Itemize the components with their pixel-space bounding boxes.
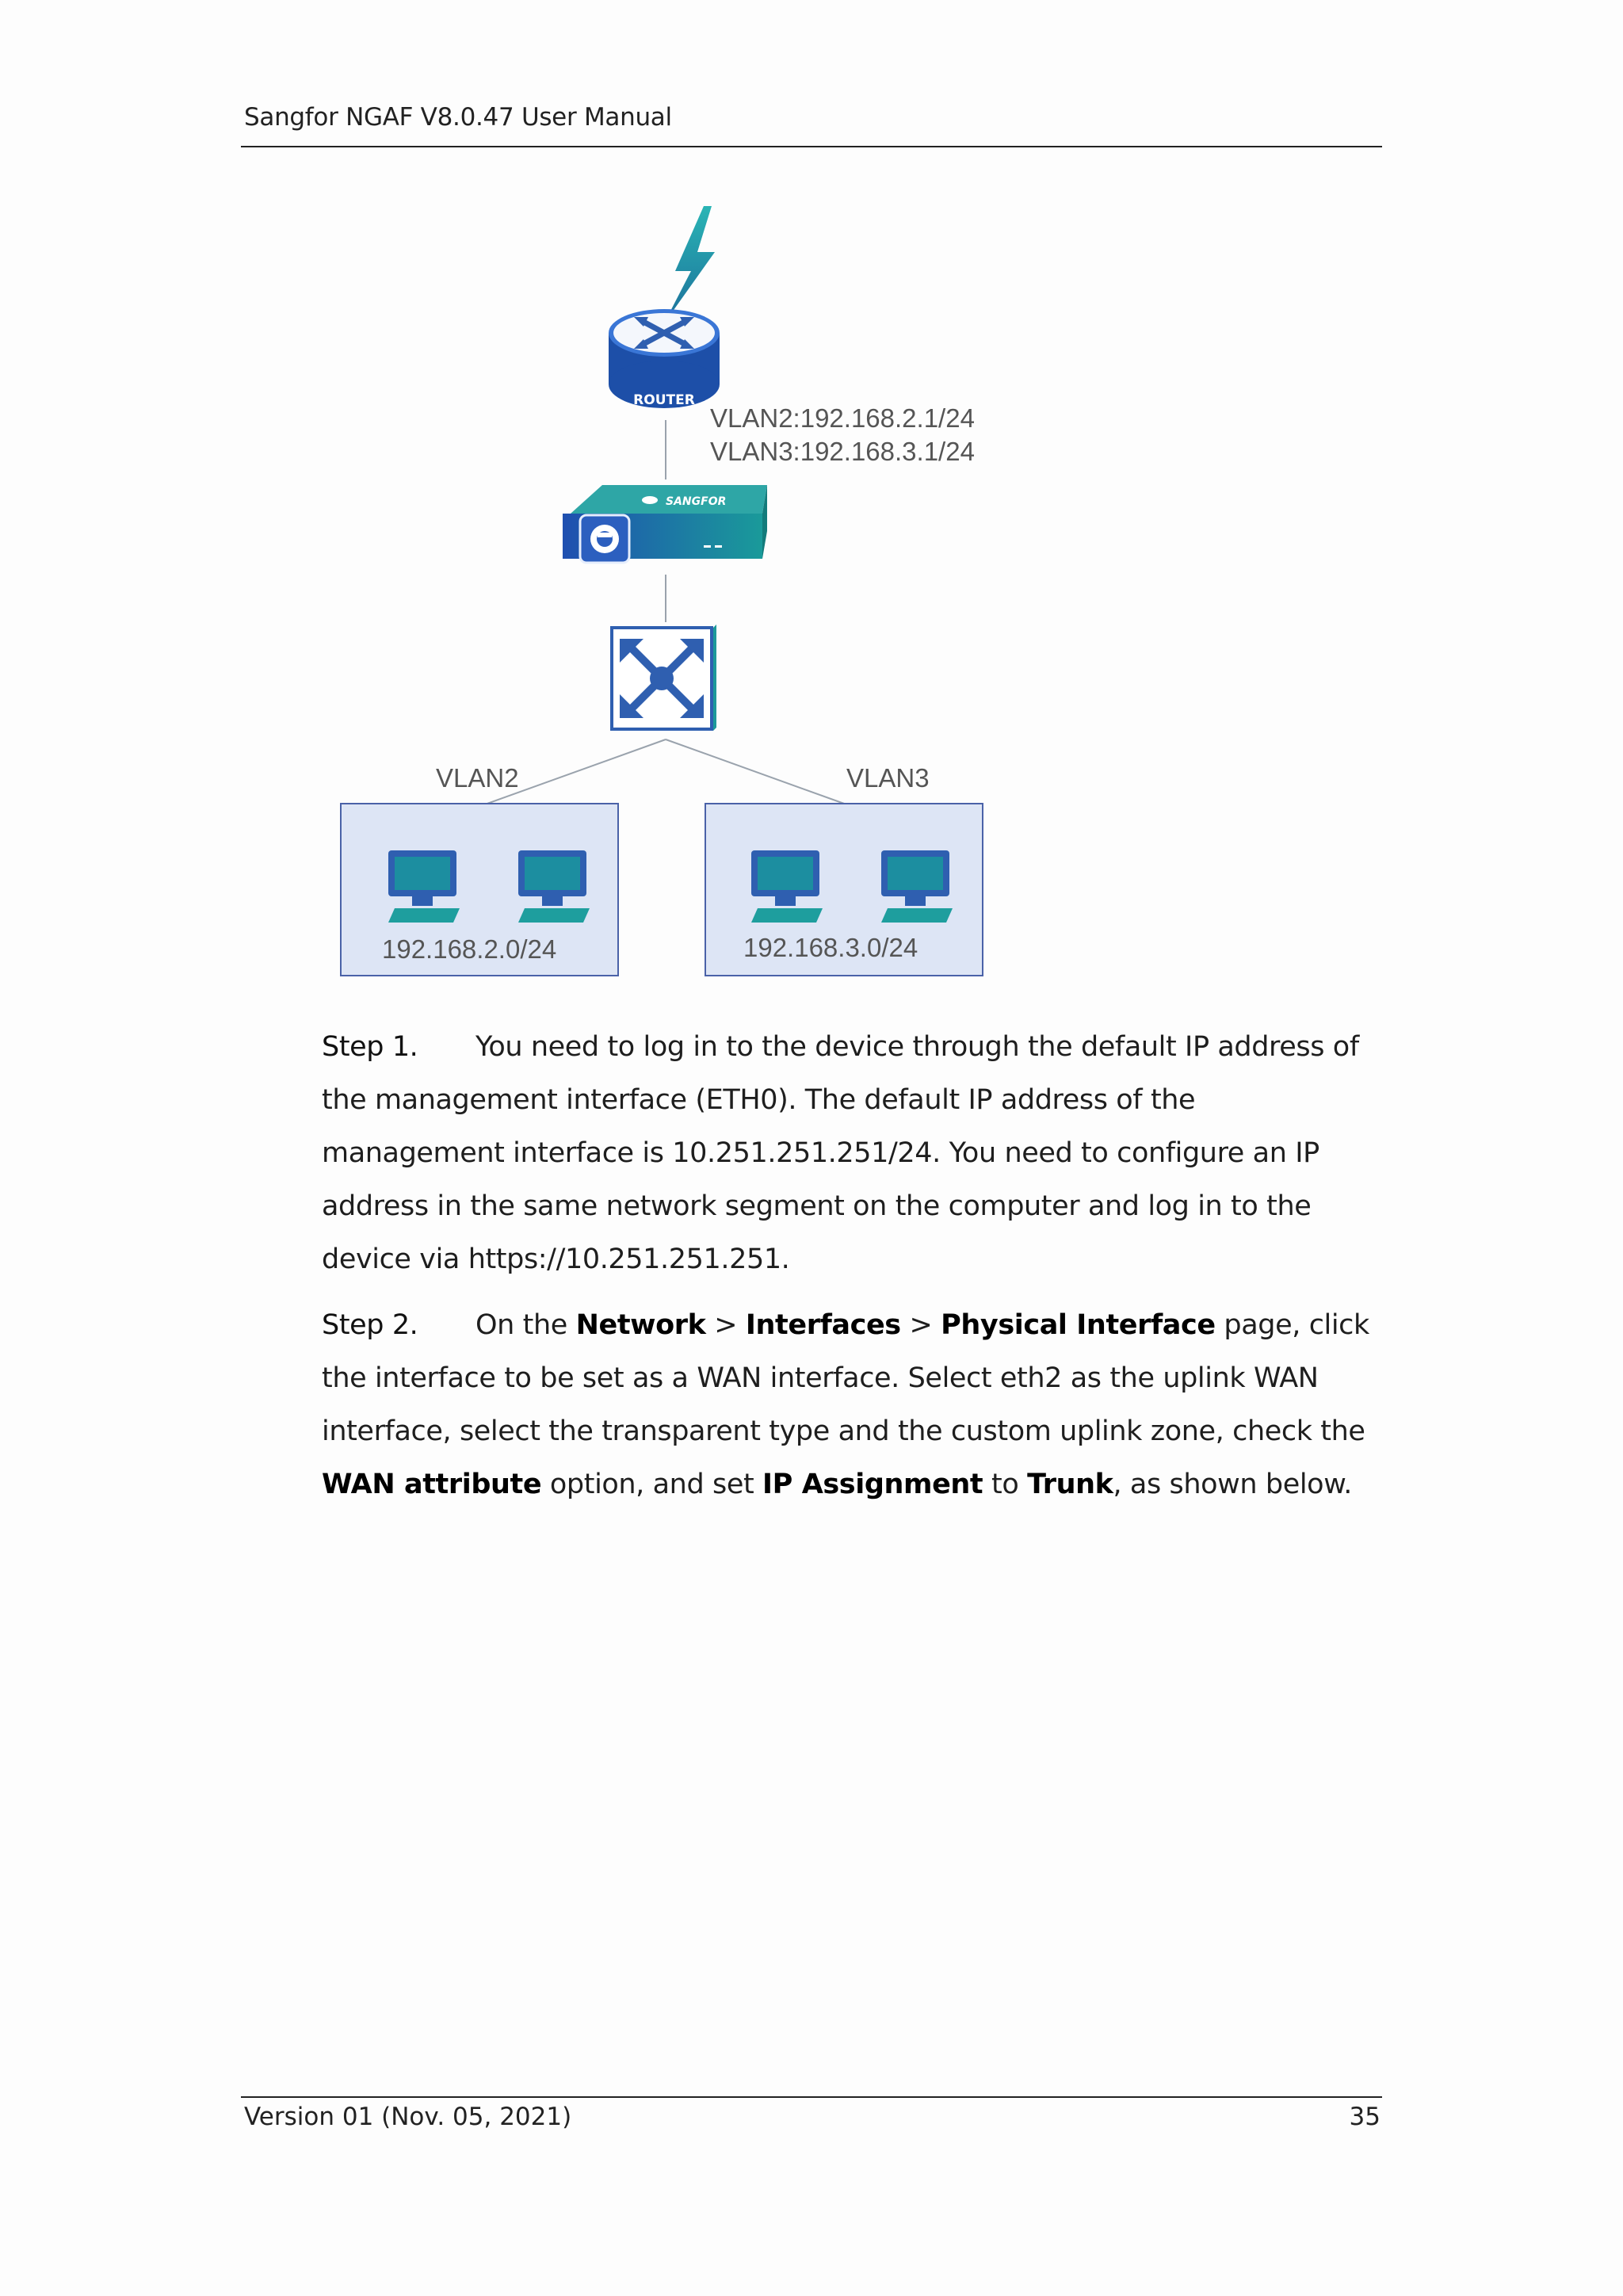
step-text: option, and set [541, 1469, 763, 1500]
step-2 [322, 1299, 1384, 1511]
vlan2-subnet-label: 192.168.2.0/24 [382, 934, 557, 964]
vlan3-ip-label: VLAN3:192.168.3.1/24 [710, 437, 975, 466]
vlan3-group [705, 804, 983, 976]
running-header: Sangfor NGAF V8.0.47 User Manual [244, 103, 672, 132]
step-label: Step 1. [322, 1031, 418, 1063]
wan-attribute-term: WAN attribute [322, 1469, 542, 1500]
step-label: Step 2. [322, 1309, 418, 1341]
footer-version: Version 01 (Nov. 05, 2021) [244, 2103, 572, 2131]
computer-icon [518, 850, 590, 923]
switch-icon [612, 625, 716, 731]
topology-svg [333, 198, 1030, 991]
step-text: to [983, 1469, 1028, 1500]
menu-path-network: Network [575, 1309, 706, 1341]
footer-rule [241, 2096, 1382, 2098]
firewall-appliance-icon [563, 485, 767, 563]
network-topology-diagram [333, 198, 1030, 991]
step-1 [322, 1021, 1384, 1286]
trunk-term: Trunk [1027, 1469, 1113, 1500]
header-rule [241, 146, 1382, 147]
computer-icon [388, 850, 460, 923]
menu-path-interfaces: Interfaces [745, 1309, 901, 1341]
router-label: ROUTER [633, 392, 695, 408]
ip-assignment-term: IP Assignment [762, 1469, 983, 1500]
switch-vlan3-link [666, 739, 846, 804]
step-text: You need to log in to the device through the default IP address of the management interface (ETH0). The default IP address of the management interface is 10.251.251.251/24. You need to configure an IP address in the same network segment on the computer and log in to the device via https://10.251.251.251. [322, 1031, 1359, 1275]
router-icon [609, 309, 720, 408]
menu-path-physical-interface: Physical Interface [941, 1309, 1216, 1341]
computer-icon [881, 850, 953, 923]
lightning-bolt-icon [664, 206, 715, 323]
path-separator: > [705, 1309, 746, 1341]
procedure-steps [322, 1021, 1384, 1511]
vlan3-label: VLAN3 [846, 763, 930, 793]
page-number: 35 [1349, 2103, 1381, 2131]
vlan2-ip-label: VLAN2:192.168.2.1/24 [710, 403, 975, 433]
brand-label: SANGFOR [666, 495, 727, 508]
step-text: On the [475, 1309, 576, 1341]
step-text: , as shown below. [1113, 1469, 1352, 1500]
path-separator: > [900, 1309, 941, 1341]
computer-icon [751, 850, 823, 923]
vlan3-subnet-label: 192.168.3.0/24 [743, 933, 918, 962]
vlan2-label: VLAN2 [436, 763, 519, 793]
vlan2-group [341, 804, 618, 976]
step-text: page, click the interface to be set as a WAN interface. Select eth2 as the uplink WAN interface, select the transparent type and the custom uplink zone, check the [322, 1309, 1369, 1447]
